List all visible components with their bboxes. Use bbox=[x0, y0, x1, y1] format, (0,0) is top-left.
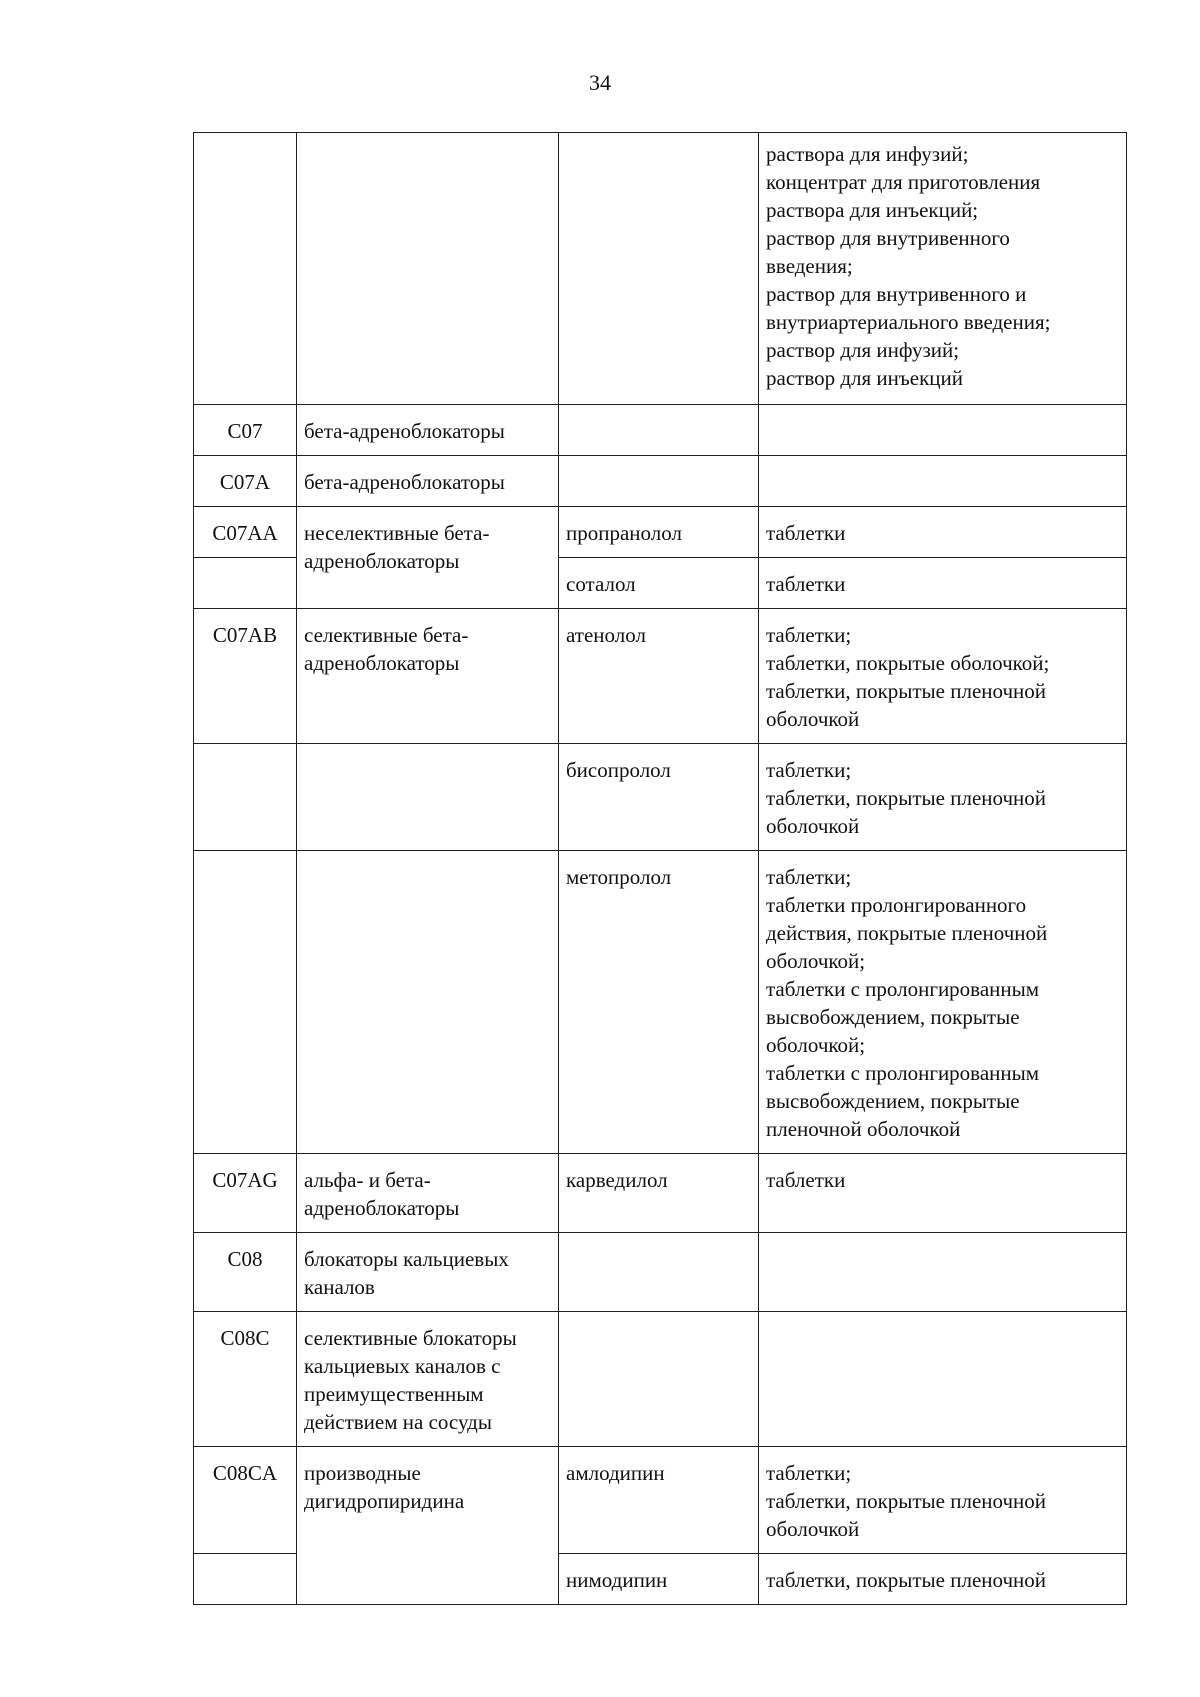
drug-cell: метопролол bbox=[559, 851, 759, 1154]
drug-cell: амлодипин bbox=[559, 1447, 759, 1554]
form-line: пленочной оболочкой bbox=[766, 1117, 961, 1141]
form-line: таблетки, покрытые пленочной bbox=[766, 786, 1047, 810]
drug-cell bbox=[559, 1312, 759, 1447]
table-row bbox=[194, 609, 1127, 744]
drug-cell: бисопролол bbox=[559, 744, 759, 851]
form-line: таблетки; bbox=[766, 758, 852, 782]
drug-cell bbox=[559, 405, 759, 456]
drug-cell: карведилол bbox=[559, 1154, 759, 1233]
form-line: оболочкой; bbox=[766, 1033, 866, 1057]
group-cell bbox=[297, 744, 559, 851]
form-cell bbox=[759, 1312, 1127, 1447]
atc-code-cell bbox=[194, 1554, 297, 1605]
atc-code-cell: C07 bbox=[194, 405, 297, 456]
form-cell: таблетки bbox=[759, 1154, 1127, 1233]
group-cell: альфа- и бета- адреноблокаторы bbox=[297, 1154, 559, 1233]
form-line: раствор для инъекций bbox=[766, 366, 963, 390]
group-cell: селективные блокаторы кальциевых каналов с преимущественным действием на сосуды bbox=[297, 1312, 559, 1447]
drug-cell bbox=[559, 1233, 759, 1312]
table-row bbox=[194, 1154, 1127, 1233]
atc-code-cell: C08 bbox=[194, 1233, 297, 1312]
form-cell: таблетки bbox=[759, 507, 1127, 558]
table-row bbox=[194, 507, 1127, 558]
form-cell bbox=[759, 851, 1127, 1154]
table-row bbox=[194, 744, 1127, 851]
group-cell: производные дигидропиридина bbox=[297, 1447, 559, 1605]
group-cell: блокаторы кальциевых каналов bbox=[297, 1233, 559, 1312]
atc-code-cell: C08C bbox=[194, 1312, 297, 1447]
group-cell: бета-адреноблокаторы bbox=[297, 456, 559, 507]
form-line: введения; bbox=[766, 254, 853, 278]
atc-code-cell: C07AA bbox=[194, 507, 297, 558]
table-row bbox=[194, 1233, 1127, 1312]
form-line: раствора для инфузий; bbox=[766, 142, 969, 166]
form-line: действия, покрытые пленочной bbox=[766, 921, 1048, 945]
form-line: оболочкой; bbox=[766, 949, 866, 973]
form-cell bbox=[759, 744, 1127, 851]
atc-code-cell bbox=[194, 558, 297, 609]
form-line: внутриартериального введения; bbox=[766, 310, 1051, 334]
form-cell bbox=[759, 609, 1127, 744]
form-line: раствора для инъекций; bbox=[766, 198, 979, 222]
atc-code-cell bbox=[194, 744, 297, 851]
drug-cell: нимодипин bbox=[559, 1554, 759, 1605]
form-cell bbox=[759, 405, 1127, 456]
page-number: 34 bbox=[589, 70, 611, 95]
form-line: раствор для внутривенного bbox=[766, 226, 1010, 250]
atc-code-cell bbox=[194, 133, 297, 405]
drug-cell: атенолол bbox=[559, 609, 759, 744]
form-line: высвобождением, покрытые bbox=[766, 1005, 1020, 1029]
form-line: оболочкой bbox=[766, 707, 860, 731]
form-line: таблетки пролонгированного bbox=[766, 893, 1027, 917]
table-row bbox=[194, 851, 1127, 1154]
atc-code-cell: C07A bbox=[194, 456, 297, 507]
group-cell: бета-адреноблокаторы bbox=[297, 405, 559, 456]
atc-code-cell: C07AB bbox=[194, 609, 297, 744]
atc-code-cell: C08CA bbox=[194, 1447, 297, 1554]
group-cell bbox=[297, 133, 559, 405]
form-cell bbox=[759, 133, 1127, 405]
form-cell bbox=[759, 1447, 1127, 1554]
form-line: таблетки, покрытые пленочной bbox=[766, 679, 1047, 703]
drug-cell bbox=[559, 456, 759, 507]
atc-code-cell bbox=[194, 851, 297, 1154]
group-cell bbox=[297, 851, 559, 1154]
form-line: таблетки; bbox=[766, 865, 852, 889]
form-line: оболочкой bbox=[766, 814, 860, 838]
form-line: таблетки, покрытые пленочной bbox=[766, 1489, 1047, 1513]
form-line: высвобождением, покрытые bbox=[766, 1089, 1020, 1113]
drug-cell: пропранолол bbox=[559, 507, 759, 558]
form-line: концентрат для приготовления bbox=[766, 170, 1041, 194]
drug-cell bbox=[559, 133, 759, 405]
drug-table bbox=[193, 132, 1127, 1605]
form-cell bbox=[759, 1233, 1127, 1312]
form-cell bbox=[759, 1554, 1127, 1605]
atc-code-cell: C07AG bbox=[194, 1154, 297, 1233]
table-row bbox=[194, 133, 1127, 405]
group-cell: неселективные бета- адреноблокаторы bbox=[297, 507, 559, 609]
form-line: таблетки с пролонгированным bbox=[766, 977, 1040, 1001]
form-line: таблетки; bbox=[766, 623, 852, 647]
form-line: оболочкой bbox=[766, 1517, 860, 1541]
form-line: раствор для внутривенного и bbox=[766, 282, 1027, 306]
form-line: таблетки с пролонгированным bbox=[766, 1061, 1040, 1085]
table-row bbox=[194, 405, 1127, 456]
table-row bbox=[194, 456, 1127, 507]
form-cell: таблетки bbox=[759, 558, 1127, 609]
drug-cell: соталол bbox=[559, 558, 759, 609]
form-line: раствор для инфузий; bbox=[766, 338, 960, 362]
group-cell: селективные бета- адреноблокаторы bbox=[297, 609, 559, 744]
form-cell bbox=[759, 456, 1127, 507]
form-line: таблетки, покрытые пленочной bbox=[766, 1568, 1047, 1592]
table-row bbox=[194, 1447, 1127, 1554]
form-line: таблетки, покрытые оболочкой; bbox=[766, 651, 1050, 675]
form-line: таблетки; bbox=[766, 1461, 852, 1485]
table-row bbox=[194, 1312, 1127, 1447]
